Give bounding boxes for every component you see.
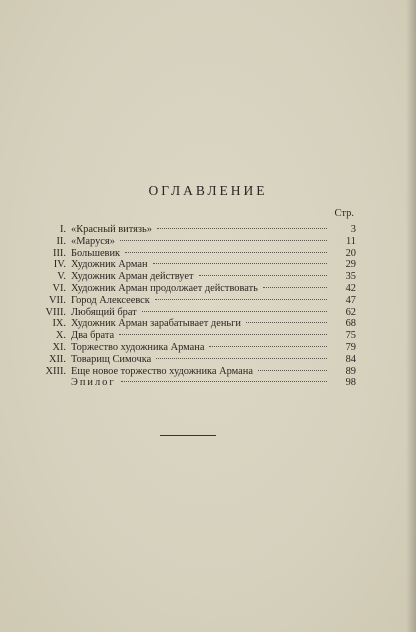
chapter-page: 98 [345, 377, 356, 389]
chapter-title: Еще новое торжество художника Армана [71, 365, 253, 377]
leader-dots [120, 240, 327, 241]
chapter-title: «Красный витязь» [71, 224, 152, 235]
chapter-page: 75 [345, 330, 356, 342]
chapter-page: 35 [345, 271, 356, 283]
chapter-number: VI. [52, 282, 66, 294]
contents-heading: ОГЛАВЛЕНИЕ [148, 183, 268, 198]
toc-row [20, 224, 356, 236]
leader-dots [199, 275, 328, 276]
chapter-number: V. [57, 271, 66, 283]
chapter-title: Торжество художника Армана [71, 341, 205, 353]
toc-row [20, 318, 356, 330]
chapter-number: X. [55, 330, 66, 342]
chapter-title: Эпилог [71, 377, 116, 389]
chapter-page: 89 [345, 365, 356, 377]
chapter-page: 47 [345, 294, 356, 306]
leader-dots [209, 346, 327, 347]
chapter-page: 29 [345, 259, 356, 271]
toc-row [20, 236, 356, 248]
page-column-label: Стр. [334, 208, 354, 219]
chapter-page: 11 [345, 235, 356, 247]
chapter-title: Художник Арман зарабатывает деньги [71, 318, 241, 330]
chapter-title: Художник Арман продолжает действовать [71, 282, 258, 294]
chapter-title: Товарищ Симочка [71, 353, 152, 365]
leader-dots [263, 287, 327, 288]
chapter-page: 20 [345, 247, 356, 259]
toc-row [20, 342, 356, 354]
chapter-title: «Маруся» [71, 235, 115, 247]
chapter-number: VIII. [45, 306, 66, 318]
leader-dots [246, 322, 327, 323]
chapter-title: Город Алексеевск [71, 294, 150, 306]
chapter-page: 79 [345, 341, 356, 353]
chapter-title: Два брата [71, 330, 115, 342]
toc-row [20, 354, 356, 366]
leader-dots [157, 228, 327, 229]
leader-dots [153, 263, 327, 264]
page-edge-shadow [406, 0, 416, 632]
toc-row [20, 377, 356, 389]
chapter-page: 42 [345, 282, 356, 294]
toc-row [20, 283, 356, 295]
chapter-number: III. [53, 247, 66, 259]
table-of-contents [20, 224, 356, 389]
chapter-number: XI. [52, 341, 66, 353]
chapter-number: II. [56, 235, 66, 247]
closing-rule [160, 435, 216, 436]
chapter-number: VII. [48, 294, 66, 306]
chapter-number: XIII. [45, 365, 66, 377]
toc-row [20, 248, 356, 260]
chapter-number: IX. [52, 318, 66, 330]
chapter-number: I. [59, 224, 66, 235]
chapter-page: 62 [345, 306, 356, 318]
leader-dots [121, 381, 327, 382]
chapter-page: 3 [350, 224, 356, 235]
leader-dots [156, 358, 327, 359]
chapter-title: Большевик [71, 247, 121, 259]
leader-dots [119, 334, 327, 335]
chapter-title: Художник Арман [71, 259, 148, 271]
chapter-page: 84 [345, 353, 356, 365]
chapter-number: IV. [53, 259, 66, 271]
leader-dots [258, 370, 327, 371]
chapter-title: Любящий брат [71, 306, 137, 318]
leader-dots [142, 311, 327, 312]
leader-dots [155, 299, 327, 300]
toc-row [20, 259, 356, 271]
toc-row [20, 330, 356, 342]
chapter-number: XII. [48, 353, 66, 365]
chapter-title: Художник Арман действует [71, 271, 194, 283]
toc-row [20, 271, 356, 283]
leader-dots [125, 252, 327, 253]
toc-row [20, 366, 356, 378]
chapter-page: 68 [345, 318, 356, 330]
toc-row [20, 295, 356, 307]
toc-row [20, 307, 356, 319]
